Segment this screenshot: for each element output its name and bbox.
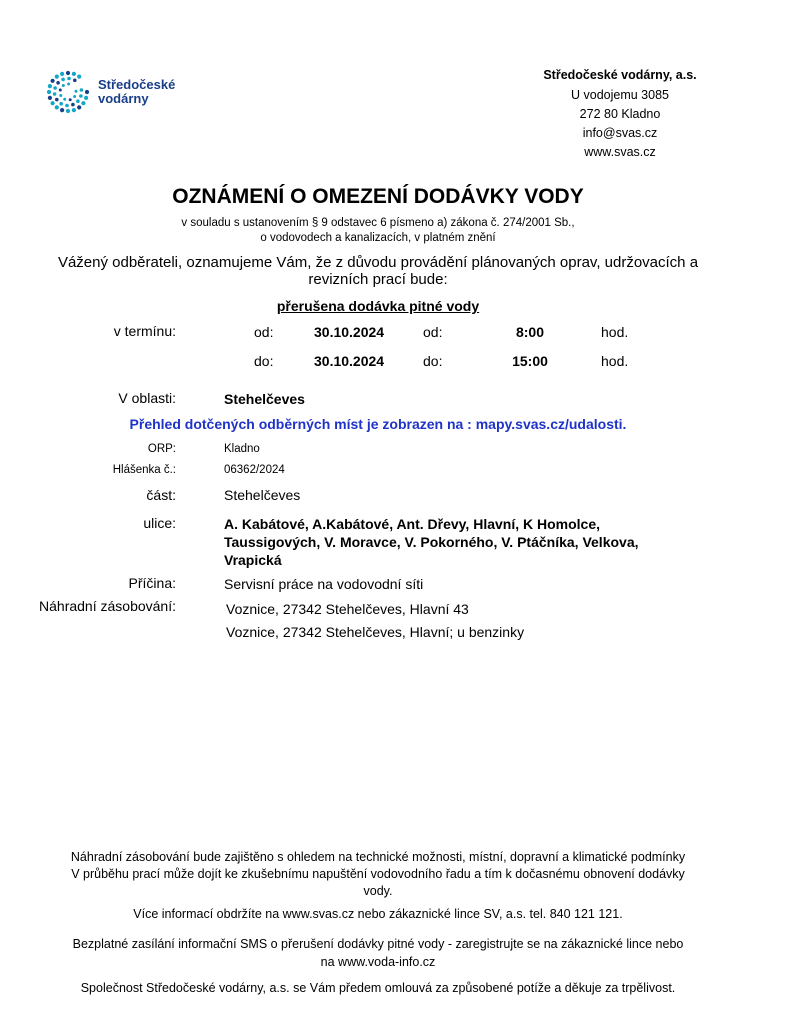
footer-supply-note-3: vody. — [363, 884, 393, 898]
term-from-time-label: od: — [423, 324, 443, 340]
logo-dots-icon — [44, 70, 94, 114]
company-logo — [44, 70, 194, 114]
footer-sms-info-1: Bezplatné zasílání informační SMS o přerušení dodávky pitné vody - zaregistrujte se na zákaznické lince nebo — [72, 937, 684, 951]
area-label: V oblasti: — [118, 390, 176, 406]
street-line-2: Taussigových, V. Moravce, V. Pokorného, V. Ptáčníka, Velkova, — [224, 534, 639, 550]
supply-label: Náhradní zásobování: — [39, 598, 176, 614]
footer-apology: Společnost Středočeské vodárny, a.s. se Vám předem omlouvá za způsobené potíže a děkuje za trpělivost. — [80, 981, 676, 995]
area-value: Stehelčeves — [224, 391, 305, 407]
notice-subject: přerušena dodávka pitné vody — [276, 298, 480, 314]
cause-label: Příčina: — [128, 575, 176, 591]
intro-line-1: Vážený odběrateli, oznamujeme Vám, že z důvodu provádění plánovaných oprav, udržovacích a — [57, 254, 699, 271]
legal-reference-1: v souladu s ustanovením § 9 odstavec 6 písmeno a) zákona č. 274/2001 Sb., — [181, 217, 575, 229]
company-name: Středočeské vodárny, a.s. — [543, 68, 697, 82]
part-label: část: — [146, 487, 176, 503]
cause-value: Servisní práce na vodovodní síti — [224, 576, 424, 592]
term-to-label: do: — [254, 353, 274, 369]
term-to-date: 30.10.2024 — [314, 353, 385, 369]
footer-sms-info-2: na www.voda-info.cz — [320, 955, 436, 969]
footer-supply-note-2: V průběhu prací může dojít ke zkušebnímu napuštění vodovodního řadu a tím k dočasnému obnovení dodávky — [71, 867, 685, 881]
term-to-time-label: do: — [423, 353, 443, 369]
logo-line-2: vodárny — [98, 91, 149, 106]
term-to-time: 15:00 — [512, 353, 548, 369]
footer-contact-info: Více informací obdržíte na www.svas.cz nebo zákaznické lince SV, a.s. tel. 840 121 121. — [133, 907, 623, 921]
street-line-3: Vrapická — [224, 552, 282, 568]
notice-title: OZNÁMENÍ O OMEZENÍ DODÁVKY VODY — [172, 185, 584, 208]
term-from-date: 30.10.2024 — [314, 324, 385, 340]
report-value: 06362/2024 — [224, 464, 285, 476]
street-label: ulice: — [143, 515, 176, 531]
street-line-1: A. Kabátové, A.Kabátové, Ant. Dřevy, Hlavní, K Homolce, — [224, 516, 601, 532]
supply-location-1: Voznice, 27342 Stehelčeves, Hlavní 43 — [226, 601, 469, 617]
intro-line-2: revizních prací bude: — [308, 271, 448, 288]
legal-reference-2: o vodovodech a kanalizacích, v platném znění — [260, 232, 496, 244]
part-value: Stehelčeves — [224, 487, 301, 503]
orp-value: Kladno — [224, 443, 260, 455]
term-from-unit: hod. — [601, 324, 629, 340]
logo-text — [98, 78, 175, 106]
affected-places-link[interactable]: Přehled dotčených odběrných míst je zobrazen na : mapy.svas.cz/udalosti. — [129, 416, 627, 432]
company-city: 272 80 Kladno — [579, 107, 661, 121]
term-from-label: od: — [254, 324, 274, 340]
footer-supply-note-1: Náhradní zásobování bude zajištěno s ohledem na technické možnosti, místní, dopravní a klimatické podmínky — [70, 850, 686, 864]
company-email: info@svas.cz — [582, 126, 658, 140]
company-street: U vodojemu 3085 — [571, 88, 669, 102]
term-to-unit: hod. — [601, 353, 629, 369]
supply-location-2: Voznice, 27342 Stehelčeves, Hlavní; u benzinky — [226, 624, 525, 640]
report-label: Hlášenka č.: — [112, 464, 176, 476]
orp-label: ORP: — [147, 443, 176, 455]
logo-line-1: Středočeské — [98, 77, 176, 92]
term-label: v termínu: — [113, 323, 176, 339]
company-web: www.svas.cz — [584, 145, 656, 159]
term-from-time: 8:00 — [515, 324, 545, 340]
